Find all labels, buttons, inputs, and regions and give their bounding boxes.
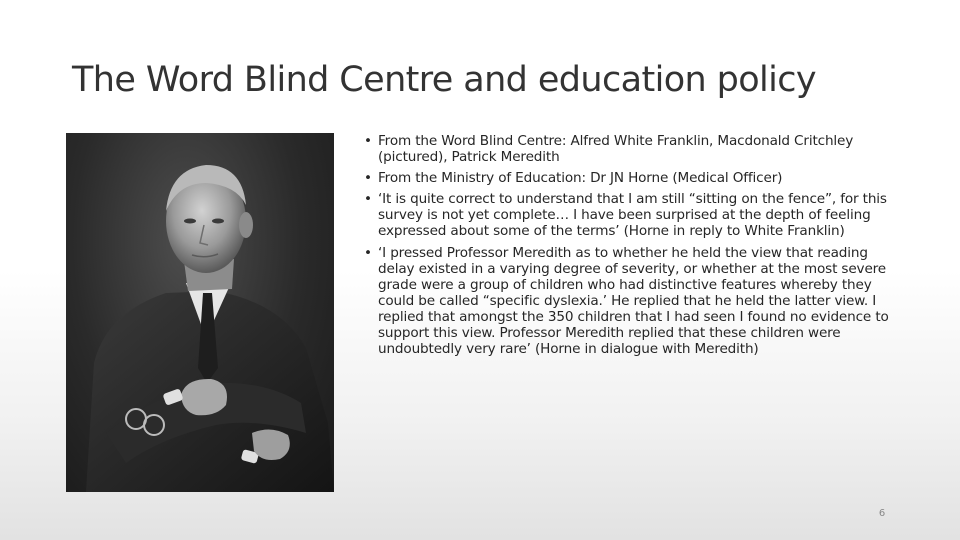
page-number: 6 bbox=[878, 508, 886, 519]
bullet-item: • ‘I pressed Professor Meredith as to whether he held the view that reading delay existed in a varying degree of severity, or whether at the most severe grade were a group of children who had distinctive features whereby they could be called “specific dyslexia.’ He replied that he held the latter view. I replied that amongst the 350 children that I had seen I found no evidence to support this view. Professor Meredith replied that these children were undoubtedly very rare’ (Horne in dialogue with Meredith) bbox=[364, 245, 894, 358]
portrait-illustration bbox=[66, 133, 334, 492]
slide-title: The Word Blind Centre and education policy bbox=[72, 60, 817, 100]
bullet-item: • From the Ministry of Education: Dr JN Horne (Medical Officer) bbox=[364, 170, 894, 186]
bullet-item: • From the Word Blind Centre: Alfred White Franklin, Macdonald Critchley (pictured), Patrick Meredith bbox=[364, 133, 894, 165]
bullet-list bbox=[364, 133, 894, 362]
bullet-item: • ‘It is quite correct to understand that I am still “sitting on the fence”, for this survey is not yet complete… I have been surprised at the depth of feeling expressed about some of the terms’ (Horne in reply to White Franklin) bbox=[364, 191, 894, 239]
portrait-photo bbox=[66, 133, 334, 492]
